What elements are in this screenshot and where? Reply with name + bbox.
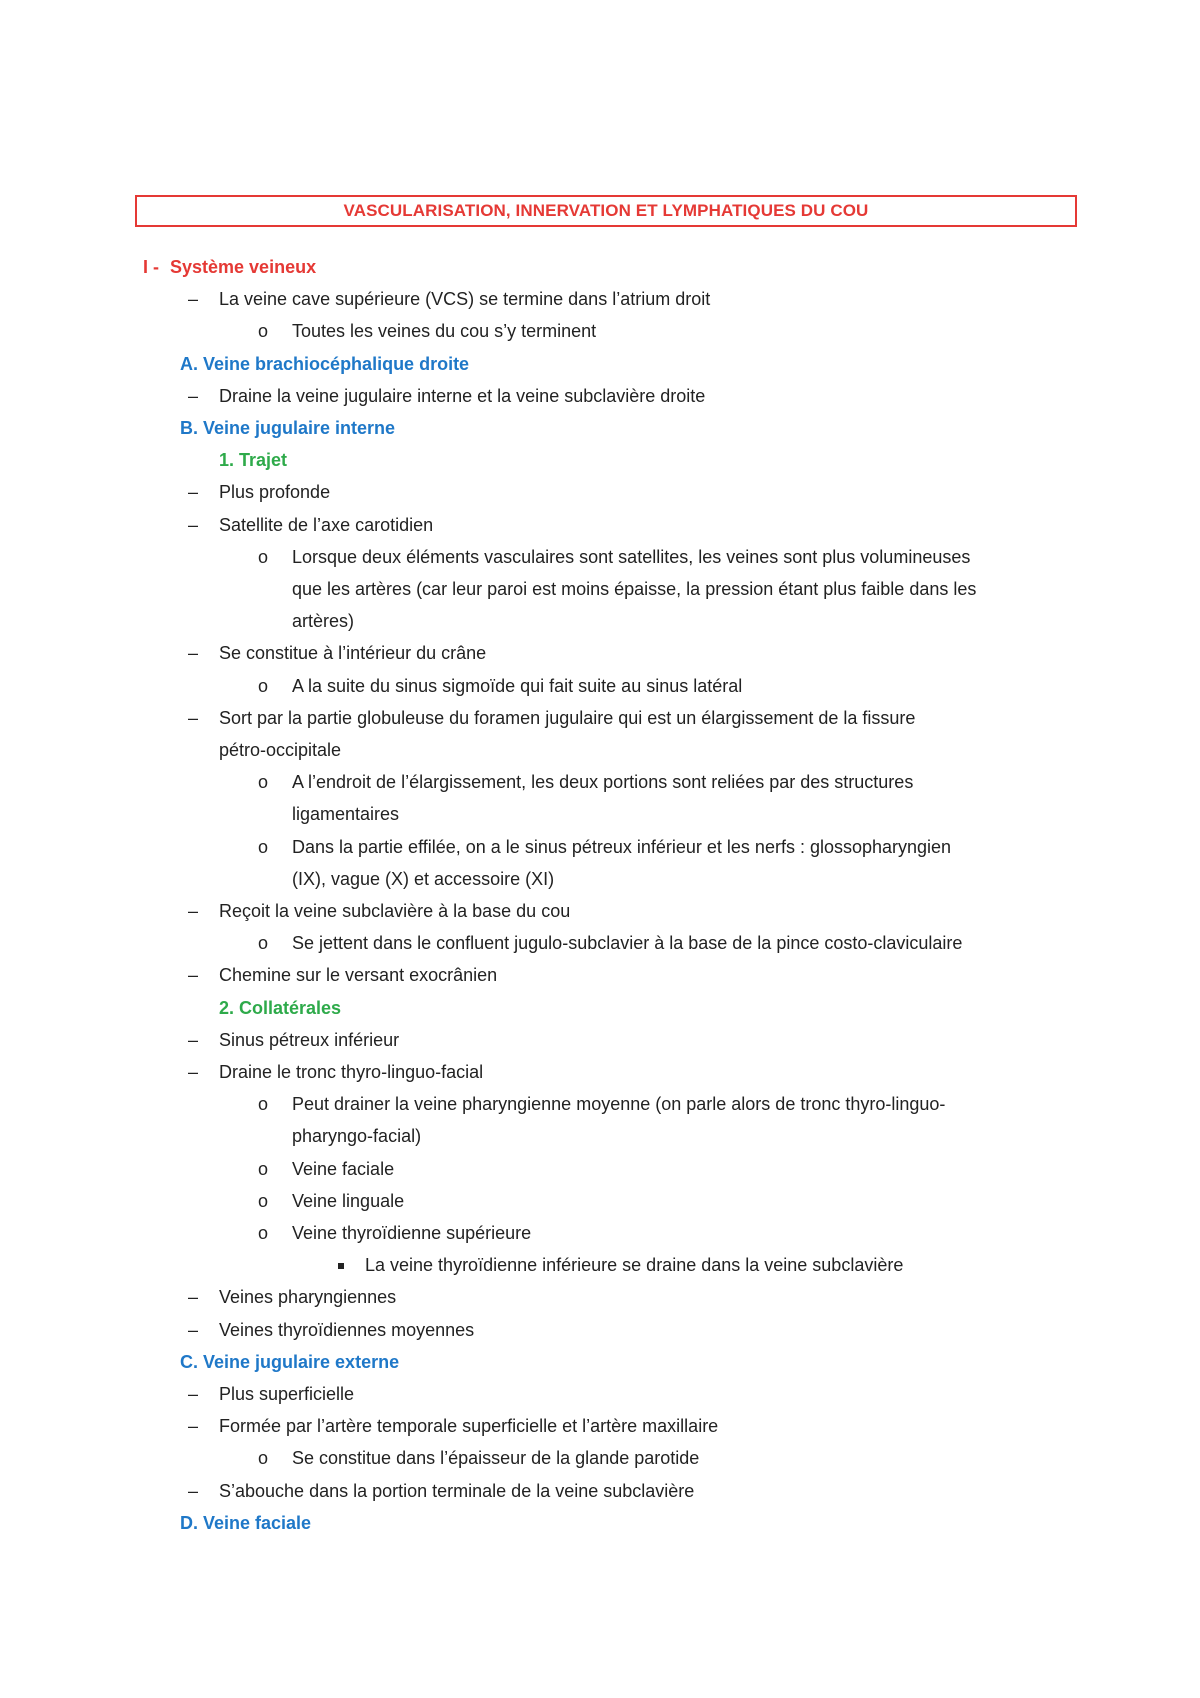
section-heading: 1. Trajet	[219, 450, 288, 470]
circle-bullet: o	[258, 1448, 269, 1468]
text-line: A l’endroit de l’élargissement, les deux portions sont reliées par des structures	[292, 772, 914, 792]
text-line: Se constitue à l’intérieur du crâne	[219, 643, 487, 663]
section-heading: Système veineux	[170, 257, 317, 277]
text-line: Draine le tronc thyro-linguo-facial	[219, 1062, 484, 1082]
circle-bullet: o	[258, 933, 269, 953]
text-line: Peut drainer la veine pharyngienne moyenne (on parle alors de tronc thyro-linguo-	[292, 1094, 946, 1114]
text-line: Veine linguale	[292, 1191, 405, 1211]
text-line: Satellite de l’axe carotidien	[219, 515, 434, 535]
circle-bullet: o	[258, 1191, 269, 1211]
text-line: La veine thyroïdienne inférieure se draine dans la veine subclavière	[365, 1255, 904, 1275]
text-line: Sort par la partie globuleuse du foramen jugulaire qui est un élargissement de la fissure	[219, 708, 916, 728]
dash-bullet: –	[188, 482, 199, 502]
square-bullet-icon	[338, 1251, 344, 1279]
dash-bullet: –	[188, 643, 199, 663]
text-line: Dans la partie effilée, on a le sinus pétreux inférieur et les nerfs : glossopharyngien	[292, 837, 952, 857]
text-line: que les artères (car leur paroi est moins épaisse, la pression étant plus faible dans les	[292, 579, 977, 599]
title-box	[135, 195, 1077, 227]
dash-bullet: –	[188, 289, 199, 309]
text-line: Chemine sur le versant exocrânien	[219, 965, 498, 985]
text-line: Veines thyroïdiennes moyennes	[219, 1320, 475, 1340]
section-heading: C. Veine jugulaire externe	[180, 1352, 400, 1372]
circle-bullet: o	[258, 1159, 269, 1179]
section-heading: 2. Collatérales	[219, 998, 342, 1018]
circle-bullet: o	[258, 772, 269, 792]
text-line: Se constitue dans l’épaisseur de la glande parotide	[292, 1448, 700, 1468]
circle-bullet: o	[258, 1223, 269, 1243]
text-line: Lorsque deux éléments vasculaires sont satellites, les veines sont plus volumineuses	[292, 547, 971, 567]
dash-bullet: –	[188, 1287, 199, 1307]
dash-bullet: –	[188, 965, 199, 985]
dash-bullet: –	[188, 1481, 199, 1501]
text-line: Sinus pétreux inférieur	[219, 1030, 400, 1050]
dash-bullet: –	[188, 386, 199, 406]
circle-bullet: o	[258, 837, 269, 857]
dash-bullet: –	[188, 1416, 199, 1436]
text-line: pétro-occipitale	[219, 740, 342, 760]
text-line: (IX), vague (X) et accessoire (XI)	[292, 869, 555, 889]
text-line: La veine cave supérieure (VCS) se termine dans l’atrium droit	[219, 289, 711, 309]
text-line: Formée par l’artère temporale superficielle et l’artère maxillaire	[219, 1416, 719, 1436]
circle-bullet: o	[258, 321, 269, 341]
text-line: Veines pharyngiennes	[219, 1287, 397, 1307]
dash-bullet: –	[188, 1062, 199, 1082]
text-line: Reçoit la veine subclavière à la base du cou	[219, 901, 571, 921]
text-line: Veine faciale	[292, 1159, 395, 1179]
text-line: A la suite du sinus sigmoïde qui fait suite au sinus latéral	[292, 676, 743, 696]
section-heading: A. Veine brachiocéphalique droite	[180, 354, 470, 374]
section-heading: D. Veine faciale	[180, 1513, 312, 1533]
dash-bullet: –	[188, 901, 199, 921]
dash-bullet: –	[188, 1320, 199, 1340]
circle-bullet: o	[258, 1094, 269, 1114]
text-line: Draine la veine jugulaire interne et la veine subclavière droite	[219, 386, 706, 406]
text-line: ligamentaires	[292, 804, 400, 824]
text-line: S’abouche dans la portion terminale de la veine subclavière	[219, 1481, 695, 1501]
section-heading: B. Veine jugulaire interne	[180, 418, 396, 438]
text-line: Plus profonde	[219, 482, 331, 502]
text-line: Veine thyroïdienne supérieure	[292, 1223, 532, 1243]
text-line: Plus superficielle	[219, 1384, 355, 1404]
text-line: pharyngo-facial)	[292, 1126, 422, 1146]
dash-bullet: –	[188, 515, 199, 535]
text-line: artères)	[292, 611, 355, 631]
dash-bullet: –	[188, 1384, 199, 1404]
dash-bullet: –	[188, 1030, 199, 1050]
document-title: VASCULARISATION, INNERVATION ET LYMPHATIQUES DU COU	[343, 201, 869, 220]
circle-bullet: o	[258, 676, 269, 696]
circle-bullet: o	[258, 547, 269, 567]
text-line: Se jettent dans le confluent jugulo-subclavier à la base de la pince costo-claviculaire	[292, 933, 963, 953]
dash-bullet: –	[188, 708, 199, 728]
text-line: Toutes les veines du cou s’y terminent	[292, 321, 597, 341]
section-number: I -	[143, 257, 159, 277]
